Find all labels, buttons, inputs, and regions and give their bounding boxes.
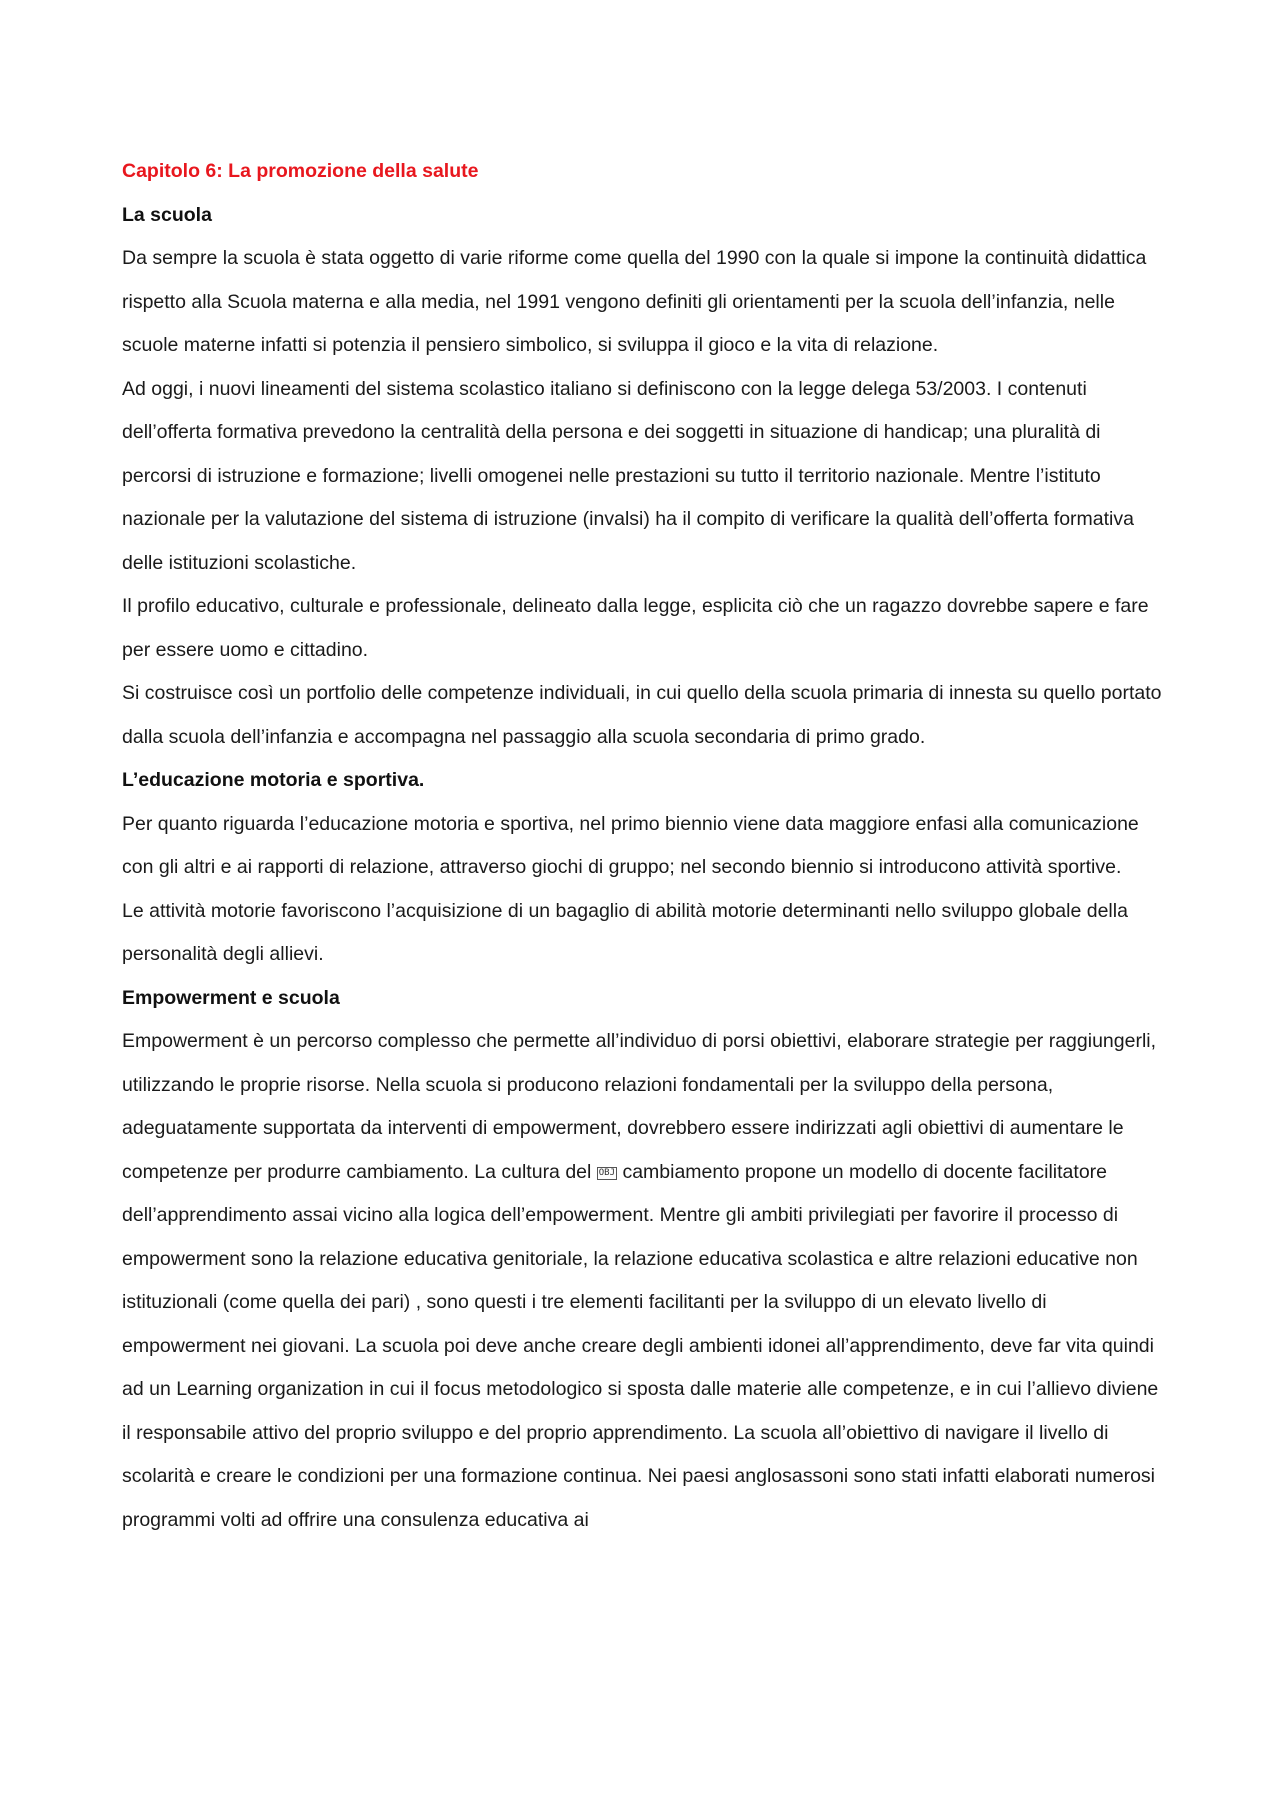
document-body xyxy=(122,150,1162,1542)
paragraph: Si costruisce così un portfolio delle competenze individuali, in cui quello della scuola primaria di innesta su quello portato dalla scuola dell’infanzia e accompagna nel passaggio alla scuola secondaria di primo grado. xyxy=(122,682,1162,748)
object-placeholder-icon: OBJ xyxy=(598,1167,616,1178)
paragraph-text-end: cambiamento propone un modello di docente facilitatore dell’apprendimento assai vicino alla logica dell’empowerment. Mentre gli ambiti privilegiati per favorire il processo di empowerment sono la relazione educativa genitoriale, la relazione educativa scolastica e altre relazioni educative non istituzionali (come quella dei pari) , sono questi i tre elementi facilitanti per la sviluppo di un elevato livello di empowerment nei giovani. La scuola poi deve anche creare degli ambienti idonei all’apprendimento, deve far vita quindi ad un Learning organization in cui il focus metodologico si sposta dalle materie alle competenze, e in cui l’allievo diviene il responsabile attivo del proprio sviluppo e del proprio apprendimento. La scuola all’obiettivo di navigare il livello di scolarità e creare le condizioni per una formazione continua. Nei paesi anglosassoni sono stati infatti elaborati numerosi programmi volti ad offrire una consulenza educativa ai xyxy=(122,1160,1159,1531)
paragraph: Il profilo educativo, culturale e professionale, delineato dalla legge, esplicita ciò che un ragazzo dovrebbe sapere e fare per essere uomo e cittadino. xyxy=(122,595,1149,661)
paragraph: Ad oggi, i nuovi lineamenti del sistema scolastico italiano si definiscono con la legge delega 53/2003. I contenuti dell’offerta formativa prevedono la centralità della persona e dei soggetti in situazione di handicap; una pluralità di percorsi di istruzione e formazione; livelli omogenei nelle prestazioni su tutto il territorio nazionale. Mentre l’istituto nazionale per la valutazione del sistema di istruzione (invalsi) ha il compito di verificare la qualità dell’offerta formativa delle istituzioni scolastiche. xyxy=(122,377,1134,574)
section-heading-educazione-motoria: L’educazione motoria e sportiva. xyxy=(122,769,425,791)
paragraph: Le attività motorie favoriscono l’acquisizione di un bagaglio di abilità motorie determinanti nello sviluppo globale della personalità degli allievi. xyxy=(122,899,1128,965)
paragraph-text-start: Empowerment è un percorso complesso che permette all’individuo di porsi obiettivi, elaborare strategie per raggiungerli, utilizzando le proprie risorse. Nella scuola si producono relazioni fondamentali per la sviluppo della persona, adeguatamente supportata da interventi di empowerment, dovrebbero essere indirizzati agli obiettivi di aumentare le competenze per produrre cambiamento. La cultura del xyxy=(122,1030,1157,1183)
chapter-title: Capitolo 6: La promozione della salute xyxy=(122,160,479,182)
paragraph: Da sempre la scuola è stata oggetto di varie riforme come quella del 1990 con la quale si impone la continuità didattica rispetto alla Scuola materna e alla media, nel 1991 vengono definiti gli orientamenti per la scuola dell’infanzia, nelle scuole materne infatti si potenzia il pensiero simbolico, si sviluppa il gioco e la vita di relazione. xyxy=(122,247,1147,356)
paragraph: Per quanto riguarda l’educazione motoria e sportiva, nel primo biennio viene data maggiore enfasi alla comunicazione con gli altri e ai rapporti di relazione, attraverso giochi di gruppo; nel secondo biennio si introducono attività sportive. xyxy=(122,812,1139,878)
section-heading-la-scuola: La scuola xyxy=(122,203,212,226)
section-heading-empowerment: Empowerment e scuola xyxy=(122,986,340,1009)
paragraph-empowerment xyxy=(122,1020,1162,1542)
